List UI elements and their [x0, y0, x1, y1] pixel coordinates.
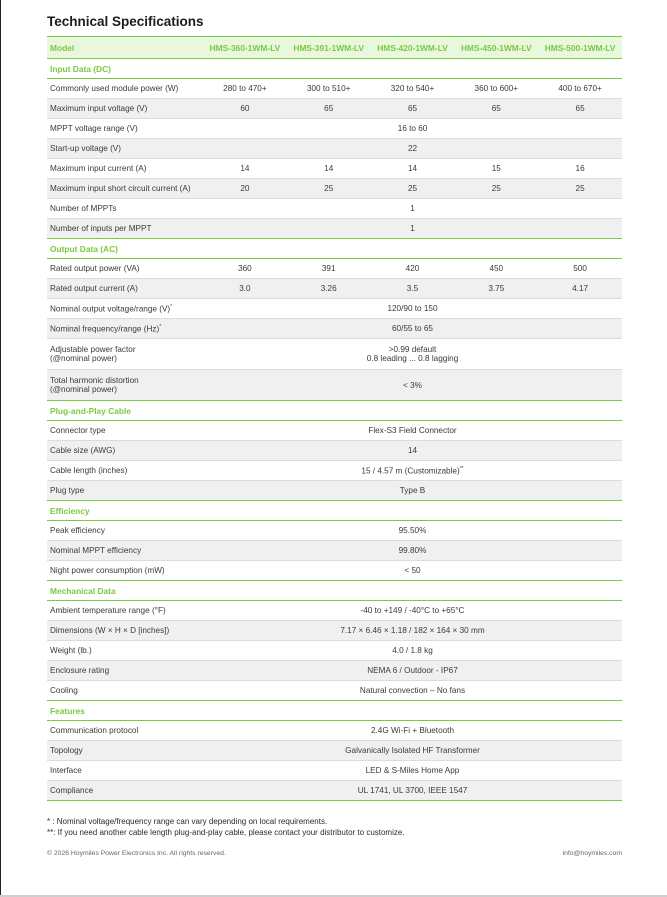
spec-value-span	[203, 219, 622, 239]
spec-value-span	[203, 139, 622, 159]
spec-label	[47, 319, 203, 339]
spec-row	[47, 621, 622, 641]
section-header-row	[47, 401, 622, 421]
model-name: HMS-391-1WM-LV	[287, 37, 371, 59]
spec-label	[47, 761, 203, 781]
spec-value-span	[203, 621, 622, 641]
spec-label	[47, 561, 203, 581]
spec-row	[47, 601, 622, 621]
spec-value-span	[203, 541, 622, 561]
spec-row	[47, 541, 622, 561]
spec-row	[47, 99, 622, 119]
spec-row	[47, 279, 622, 299]
spec-value-span	[203, 119, 622, 139]
spec-label-text: Topology	[50, 746, 83, 755]
spec-row	[47, 781, 622, 801]
spec-value-text: 15 / 4.57 m (Customizable)	[361, 466, 460, 476]
spec-value-span	[203, 319, 622, 339]
spec-label	[47, 179, 203, 199]
spec-value: 400 to 670+	[538, 79, 622, 99]
spec-label-text: Maximum input current (A)	[50, 164, 147, 173]
section-title: Output Data (AC)	[47, 239, 622, 259]
spec-value: 4.17	[538, 279, 622, 299]
spec-row	[47, 179, 622, 199]
spec-value: 60	[203, 99, 287, 119]
spec-row	[47, 199, 622, 219]
spec-value-text: 99.80%	[398, 546, 427, 555]
spec-value-span	[203, 299, 622, 319]
section-header-row	[47, 501, 622, 521]
spec-label	[47, 199, 203, 219]
spec-label	[47, 441, 203, 461]
section-title: Efficiency	[47, 501, 622, 521]
spec-value-line: 0.8 leading ... 0.8 lagging	[366, 354, 459, 363]
section-header-row	[47, 59, 622, 79]
spec-label-text: Enclosure rating	[50, 666, 110, 675]
spec-label-text: Plug type	[50, 486, 85, 495]
spec-row	[47, 119, 622, 139]
spec-row	[47, 219, 622, 239]
spec-label-line: Adjustable power factor	[50, 345, 136, 354]
spec-row	[47, 741, 622, 761]
section-title: Mechanical Data	[47, 581, 622, 601]
spec-value-text: Type B	[399, 486, 426, 495]
spec-value-text: Natural convection – No fans	[359, 686, 466, 695]
spec-value-span	[203, 661, 622, 681]
spec-label	[47, 741, 203, 761]
spec-row	[47, 339, 622, 370]
spec-value-text: Flex-S3 Field Connector	[368, 426, 457, 435]
footnote: * : Nominal voltage/frequency range can vary depending on local requirements.	[47, 817, 328, 826]
spec-label	[47, 521, 203, 541]
spec-row	[47, 721, 622, 741]
spec-label-text: Nominal MPPT efficiency	[50, 546, 142, 555]
model-header-row	[47, 37, 622, 59]
spec-value-text: 16 to 60	[397, 124, 428, 133]
spec-value-span	[203, 421, 622, 441]
spec-value-text: Galvanically Isolated HF Transformer	[345, 746, 480, 755]
spec-label-text: Peak efficiency	[50, 526, 105, 535]
spec-value-span	[203, 761, 622, 781]
spec-value: 360	[203, 259, 287, 279]
model-name: HMS-450-1WM-LV	[454, 37, 538, 59]
spec-value-text: 1	[410, 224, 415, 233]
spec-label	[47, 621, 203, 641]
spec-row	[47, 661, 622, 681]
spec-value: 420	[371, 259, 455, 279]
spec-value: 391	[287, 259, 371, 279]
spec-value-text: 4.0 / 1.8 kg	[392, 646, 433, 655]
spec-label-text: Compliance	[50, 786, 94, 795]
spec-value-span	[203, 441, 622, 461]
spec-value-text: 1	[410, 204, 415, 213]
spec-value: 360 to 600+	[454, 79, 538, 99]
spec-label	[47, 259, 203, 279]
model-name: HMS-360-1WM-LV	[203, 37, 287, 59]
spec-value: 3.26	[287, 279, 371, 299]
spec-label-line: (@nominal power)	[50, 354, 118, 363]
spec-value-text: NEMA 6 / Outdoor - IP67	[367, 666, 458, 675]
spec-row	[47, 159, 622, 179]
spec-value: 320 to 540+	[371, 79, 455, 99]
spec-label-text: Start-up voltage (V)	[50, 144, 121, 153]
footnote: **: If you need another cable length plug-and-play cable, please contact your distributor to customize.	[47, 828, 405, 837]
spec-label	[47, 159, 203, 179]
section-title: Plug-and-Play Cable	[47, 401, 622, 421]
footnotes	[47, 816, 405, 838]
spec-value-span	[203, 521, 622, 541]
spec-row	[47, 641, 622, 661]
page-title: Technical Specifications	[47, 14, 204, 29]
footnote-marker: *	[159, 323, 162, 330]
spec-label	[47, 339, 203, 370]
spec-label	[47, 681, 203, 701]
spec-row	[47, 139, 622, 159]
spec-label	[47, 721, 203, 741]
spec-value: 450	[454, 259, 538, 279]
spec-label-text: Cable length (inches)	[50, 466, 128, 475]
spec-value: 20	[203, 179, 287, 199]
spec-value: 15	[454, 159, 538, 179]
spec-value: 300 to 510+	[287, 79, 371, 99]
spec-label-text: Number of inputs per MPPT	[50, 224, 152, 233]
spec-value: 25	[371, 179, 455, 199]
spec-label-text: MPPT voltage range (V)	[50, 124, 138, 133]
spec-value-text: 7.17 × 6.46 × 1.18 / 182 × 164 × 30 mm	[340, 626, 485, 635]
spec-row	[47, 521, 622, 541]
section-header-row	[47, 239, 622, 259]
spec-row	[47, 259, 622, 279]
page-left-edge	[0, 0, 1, 897]
section-title: Features	[47, 701, 622, 721]
spec-label	[47, 139, 203, 159]
spec-label	[47, 781, 203, 801]
spec-label-text: Commonly used module power (W)	[50, 84, 179, 93]
spec-value-span	[203, 561, 622, 581]
spec-label-text: Nominal frequency/range (Hz)	[50, 324, 160, 334]
footnote-marker: *	[170, 303, 173, 310]
spec-row	[47, 79, 622, 99]
spec-value-span	[203, 339, 622, 370]
spec-label	[47, 541, 203, 561]
spec-label-text: Night power consumption (mW)	[50, 566, 165, 575]
spec-value-span	[203, 461, 622, 481]
spec-row	[47, 461, 622, 481]
spec-row	[47, 681, 622, 701]
spec-label-text: Ambient temperature range (°F)	[50, 606, 166, 615]
spec-value-span	[203, 641, 622, 661]
spec-label-text: Cooling	[50, 686, 78, 695]
spec-value-text: < 50	[404, 566, 421, 575]
spec-label-text: Maximum input voltage (V)	[50, 104, 148, 113]
spec-label-text: Communication protocol	[50, 726, 139, 735]
spec-label	[47, 370, 203, 401]
section-header-row	[47, 581, 622, 601]
spec-value-text: 120/90 to 150	[387, 304, 438, 313]
spec-label-text: Connector type	[50, 426, 106, 435]
spec-label	[47, 219, 203, 239]
spec-label	[47, 119, 203, 139]
spec-value: 25	[538, 179, 622, 199]
spec-value-span	[203, 681, 622, 701]
spec-label	[47, 481, 203, 501]
spec-label	[47, 99, 203, 119]
spec-value: 3.0	[203, 279, 287, 299]
spec-value-span	[203, 741, 622, 761]
spec-label-text: Weight (lb.)	[50, 646, 92, 655]
spec-label	[47, 279, 203, 299]
spec-value-text: 60/55 to 65	[392, 324, 433, 333]
spec-row	[47, 421, 622, 441]
spec-value-span	[203, 721, 622, 741]
spec-row	[47, 441, 622, 461]
spec-value-text: 14	[407, 446, 418, 455]
footnote-marker: **	[459, 465, 464, 472]
copyright-text: © 2026 Hoymiles Power Electronics Inc. All rights reserved.	[47, 850, 226, 857]
spec-value-text: 22	[407, 144, 418, 153]
spec-value-text: -40 to +149 / -40°C to +65°C	[360, 606, 465, 615]
spec-label-line: Total harmonic distortion	[50, 376, 139, 385]
spec-value: 14	[203, 159, 287, 179]
spec-value: 500	[538, 259, 622, 279]
spec-table-body	[47, 37, 622, 801]
spec-row	[47, 370, 622, 401]
model-name: HMS-500-1WM-LV	[538, 37, 622, 59]
spec-value: 14	[287, 159, 371, 179]
model-label: Model	[47, 37, 203, 59]
spec-row	[47, 299, 622, 319]
contact-email[interactable]: info@hoymiles.com	[562, 850, 622, 857]
spec-value: 65	[371, 99, 455, 119]
spec-row	[47, 561, 622, 581]
spec-value: 16	[538, 159, 622, 179]
spec-value-line: >0.99 default	[388, 345, 437, 354]
spec-row	[47, 481, 622, 501]
spec-label	[47, 461, 203, 481]
spec-label-line: (@nominal power)	[50, 385, 118, 394]
spec-label-text: Interface	[50, 766, 82, 775]
spec-value: 3.75	[454, 279, 538, 299]
spec-label-text: Nominal output voltage/range (V)	[50, 304, 171, 314]
spec-value: 65	[287, 99, 371, 119]
spec-label	[47, 601, 203, 621]
spec-value-span	[203, 199, 622, 219]
spec-value-span	[203, 370, 622, 401]
spec-value-text: 95.50%	[398, 526, 427, 535]
spec-value-span	[203, 481, 622, 501]
spec-value: 65	[538, 99, 622, 119]
spec-value: 25	[287, 179, 371, 199]
spec-value-span	[203, 601, 622, 621]
spec-row	[47, 319, 622, 339]
spec-label	[47, 299, 203, 319]
spec-label	[47, 641, 203, 661]
spec-value: 65	[454, 99, 538, 119]
spec-label	[47, 421, 203, 441]
spec-table	[47, 36, 622, 801]
spec-value-text: LED & S-Miles Home App	[365, 766, 460, 775]
spec-value: 25	[454, 179, 538, 199]
spec-value-text: < 3%	[403, 380, 422, 390]
spec-label-text: Rated output power (VA)	[50, 264, 140, 273]
model-name: HMS-420-1WM-LV	[371, 37, 455, 59]
spec-label-text: Dimensions (W × H × D [inches])	[50, 626, 170, 635]
spec-value-span	[203, 781, 622, 801]
spec-value-text: 2.4G Wi-Fi + Bluetooth	[370, 726, 455, 735]
section-header-row	[47, 701, 622, 721]
spec-label	[47, 661, 203, 681]
spec-label-text: Rated output current (A)	[50, 284, 138, 293]
spec-label-text: Number of MPPTs	[50, 204, 117, 213]
spec-value-text: UL 1741, UL 3700, IEEE 1547	[357, 786, 468, 795]
spec-row	[47, 761, 622, 781]
spec-label-text: Cable size (AWG)	[50, 446, 116, 455]
section-title: Input Data (DC)	[47, 59, 622, 79]
spec-value: 3.5	[371, 279, 455, 299]
spec-value: 280 to 470+	[203, 79, 287, 99]
spec-label-text: Maximum input short circuit current (A)	[50, 184, 191, 193]
spec-value: 14	[371, 159, 455, 179]
spec-label	[47, 79, 203, 99]
